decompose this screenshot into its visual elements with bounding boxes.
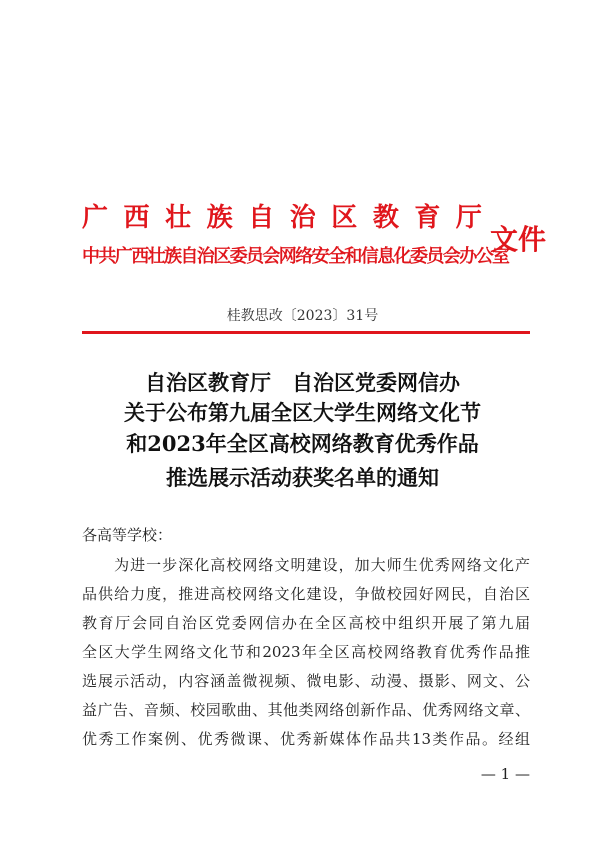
title-line: 和2023年全区高校网络教育优秀作品 [126, 431, 479, 456]
body-line: 教育厅会同自治区党委网信办在全区高校中组织开展了第九届 [82, 614, 530, 632]
salutation: 各高等学校： [82, 526, 173, 544]
page-number: — 1 — [480, 765, 530, 783]
file-label: 文件 [490, 223, 547, 256]
body-line: 品供给力度，推进高校网络文化建设，争做校园好网民，自治区 [82, 585, 530, 603]
title-line: 关于公布第九届全区大学生网络文化节 [124, 400, 481, 425]
issuer-char: 壮 [165, 203, 192, 233]
body-line: 益广告、音频、校园歌曲、其他类网络创新作品、优秀网络文章、 [82, 701, 530, 719]
issuer-char: 西 [123, 203, 150, 233]
body-line: 全区大学生网络文化节和2023年全区高校网络教育优秀作品推 [82, 643, 530, 661]
issuer-name-line1 [82, 203, 482, 233]
issuer-char: 自 [248, 203, 275, 233]
title-line: 推选展示活动获奖名单的通知 [166, 465, 439, 490]
red-divider [82, 331, 530, 334]
issuer-char: 区 [331, 203, 358, 233]
issuer-char: 治 [289, 203, 316, 233]
issuer-char: 育 [414, 203, 441, 233]
issuer-name-line2: 中共广西壮族自治区委员会网络安全和信息化委员会办公室 [82, 246, 509, 267]
body-line: 选展示活动，内容涵盖微视频、微电影、动漫、摄影、网文、公 [82, 672, 530, 690]
title-line: 自治区教育厅 自治区党委网信办 [145, 370, 460, 395]
body-line: 为进一步深化高校网络文明建设，加大师生优秀网络文化产 [82, 556, 530, 574]
issuer-char: 广 [82, 203, 109, 233]
issuer-char: 族 [206, 203, 233, 233]
document-number: 桂教思改〔2023〕31号 [226, 308, 379, 324]
issuer-char: 教 [372, 203, 399, 233]
issuer-char: 厅 [455, 203, 482, 233]
body-line: 优秀工作案例、优秀微课、优秀新媒体作品共13类作品。经组 [82, 730, 530, 748]
